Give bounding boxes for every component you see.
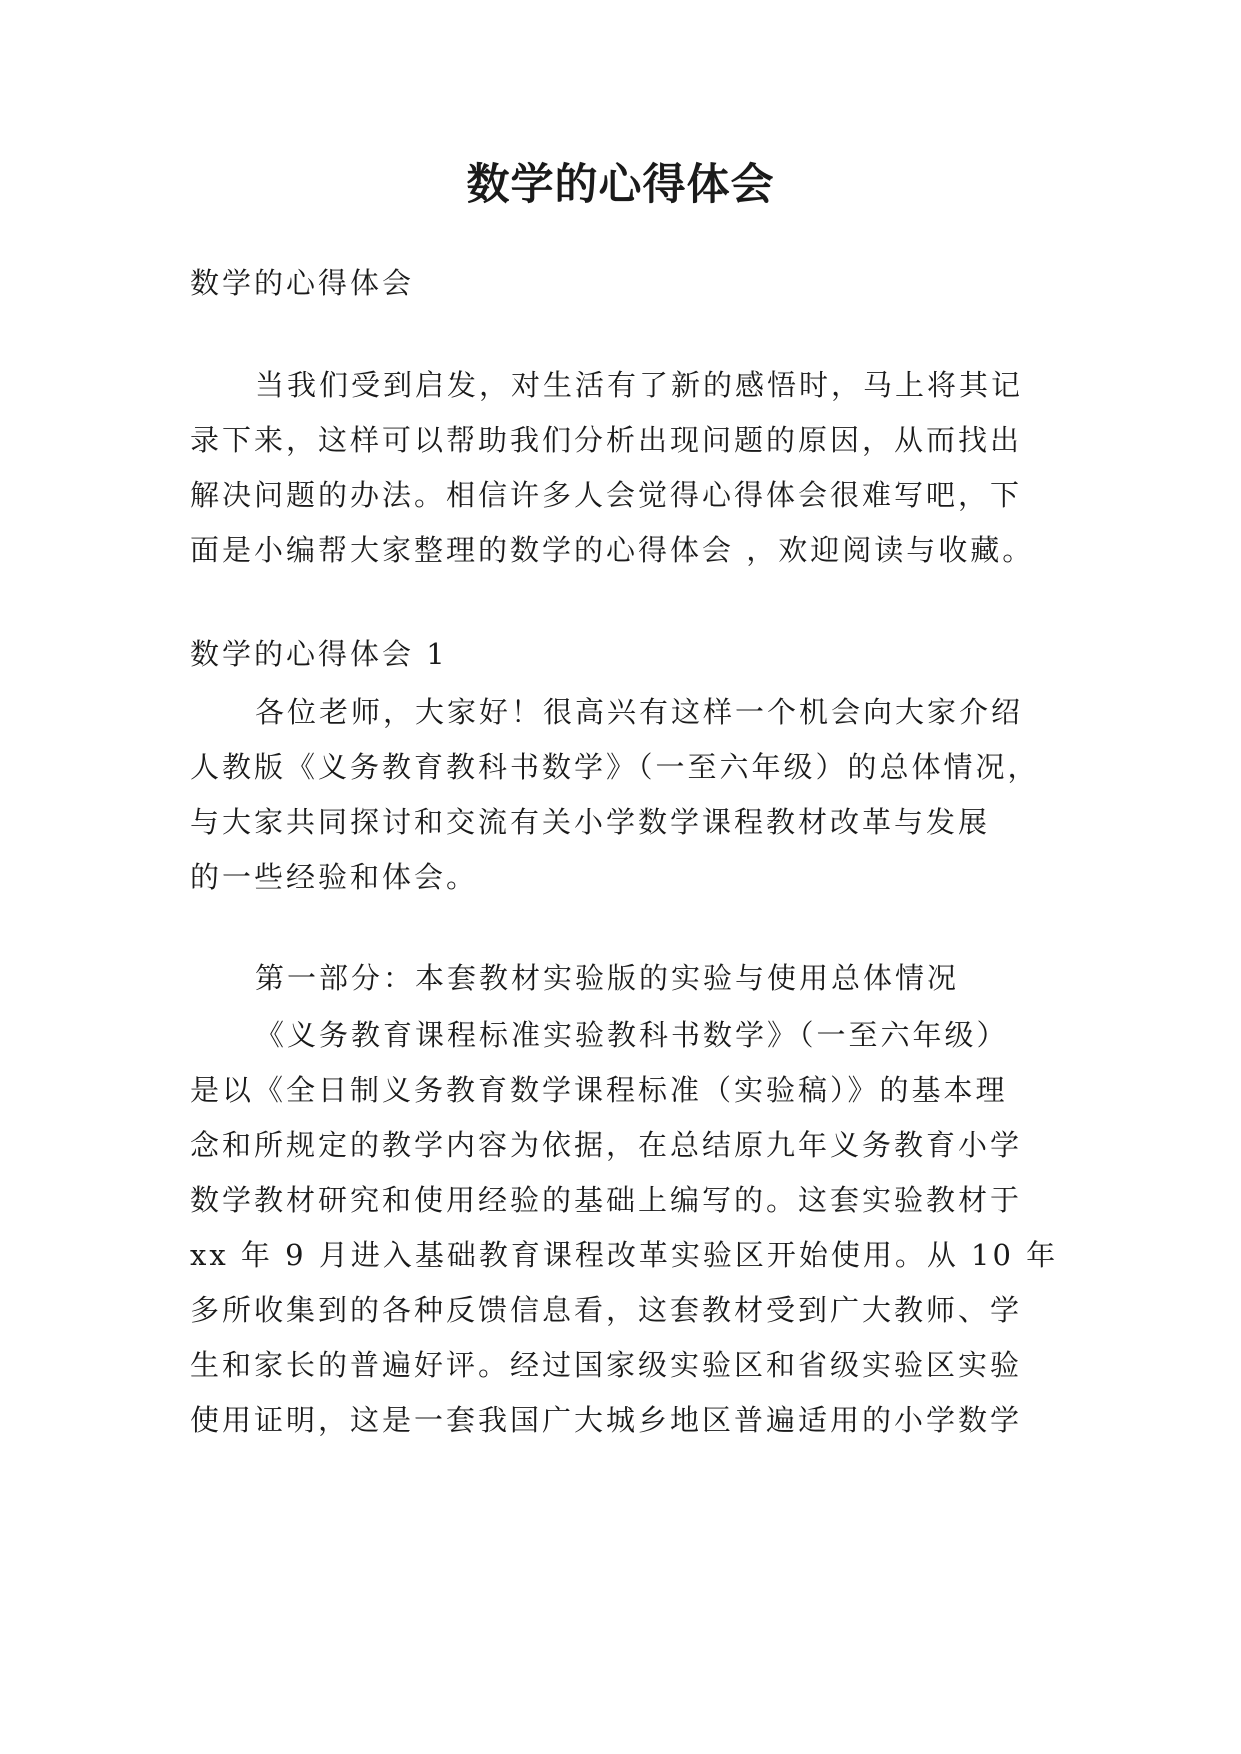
section1-line-1: 各位老师，大家好！很高兴有这样一个机会向大家介绍 [255, 695, 1024, 729]
part1-line-8: 使用证明，这是一套我国广大城乡地区普遍适用的小学数学 [190, 1403, 1023, 1437]
document-title: 数学的心得体会 [466, 160, 775, 210]
part1-line-3: 念和所规定的教学内容为依据，在总结原九年义务教育小学 [190, 1128, 1023, 1162]
section1-heading: 数学的心得体会 1 [190, 637, 448, 671]
intro-line-4: 面是小编帮大家整理的数学的心得体会 ，欢迎阅读与收藏。 [190, 533, 1035, 567]
part1-line-6: 多所收集到的各种反馈信息看，这套教材受到广大教师、学 [190, 1293, 1023, 1327]
section1-line-2: 人教版《义务教育教科书数学》（一至六年级）的总体情况， [190, 750, 1040, 784]
part1-line-7: 生和家长的普遍好评。经过国家级实验区和省级实验区实验 [190, 1348, 1023, 1382]
intro-line-2: 录下来，这样可以帮助我们分析出现问题的原因，从而找出 [190, 423, 1023, 457]
intro-line-3: 解决问题的办法。相信许多人会觉得心得体会很难写吧，下 [190, 478, 1023, 512]
part1-heading: 第一部分：本套教材实验版的实验与使用总体情况 [255, 961, 960, 995]
document-heading: 数学的心得体会 [190, 266, 415, 300]
part1-line-2: 是以《全日制义务教育数学课程标准（实验稿）》的基本理 [190, 1073, 1008, 1107]
section1-line-3: 与大家共同探讨和交流有关小学数学课程教材改革与发展 [190, 805, 991, 839]
section1-line-4: 的一些经验和体会。 [190, 860, 479, 894]
part1-line-4: 数学教材研究和使用经验的基础上编写的。这套实验教材于 [190, 1183, 1023, 1217]
part1-line-5: xx 年 9 月进入基础教育课程改革实验区开始使用。从 10 年 [190, 1238, 1059, 1272]
part1-line-1: 《义务教育课程标准实验教科书数学》（一至六年级） [255, 1018, 1009, 1052]
intro-line-1: 当我们受到启发，对生活有了新的感悟时，马上将其记 [255, 368, 1024, 402]
